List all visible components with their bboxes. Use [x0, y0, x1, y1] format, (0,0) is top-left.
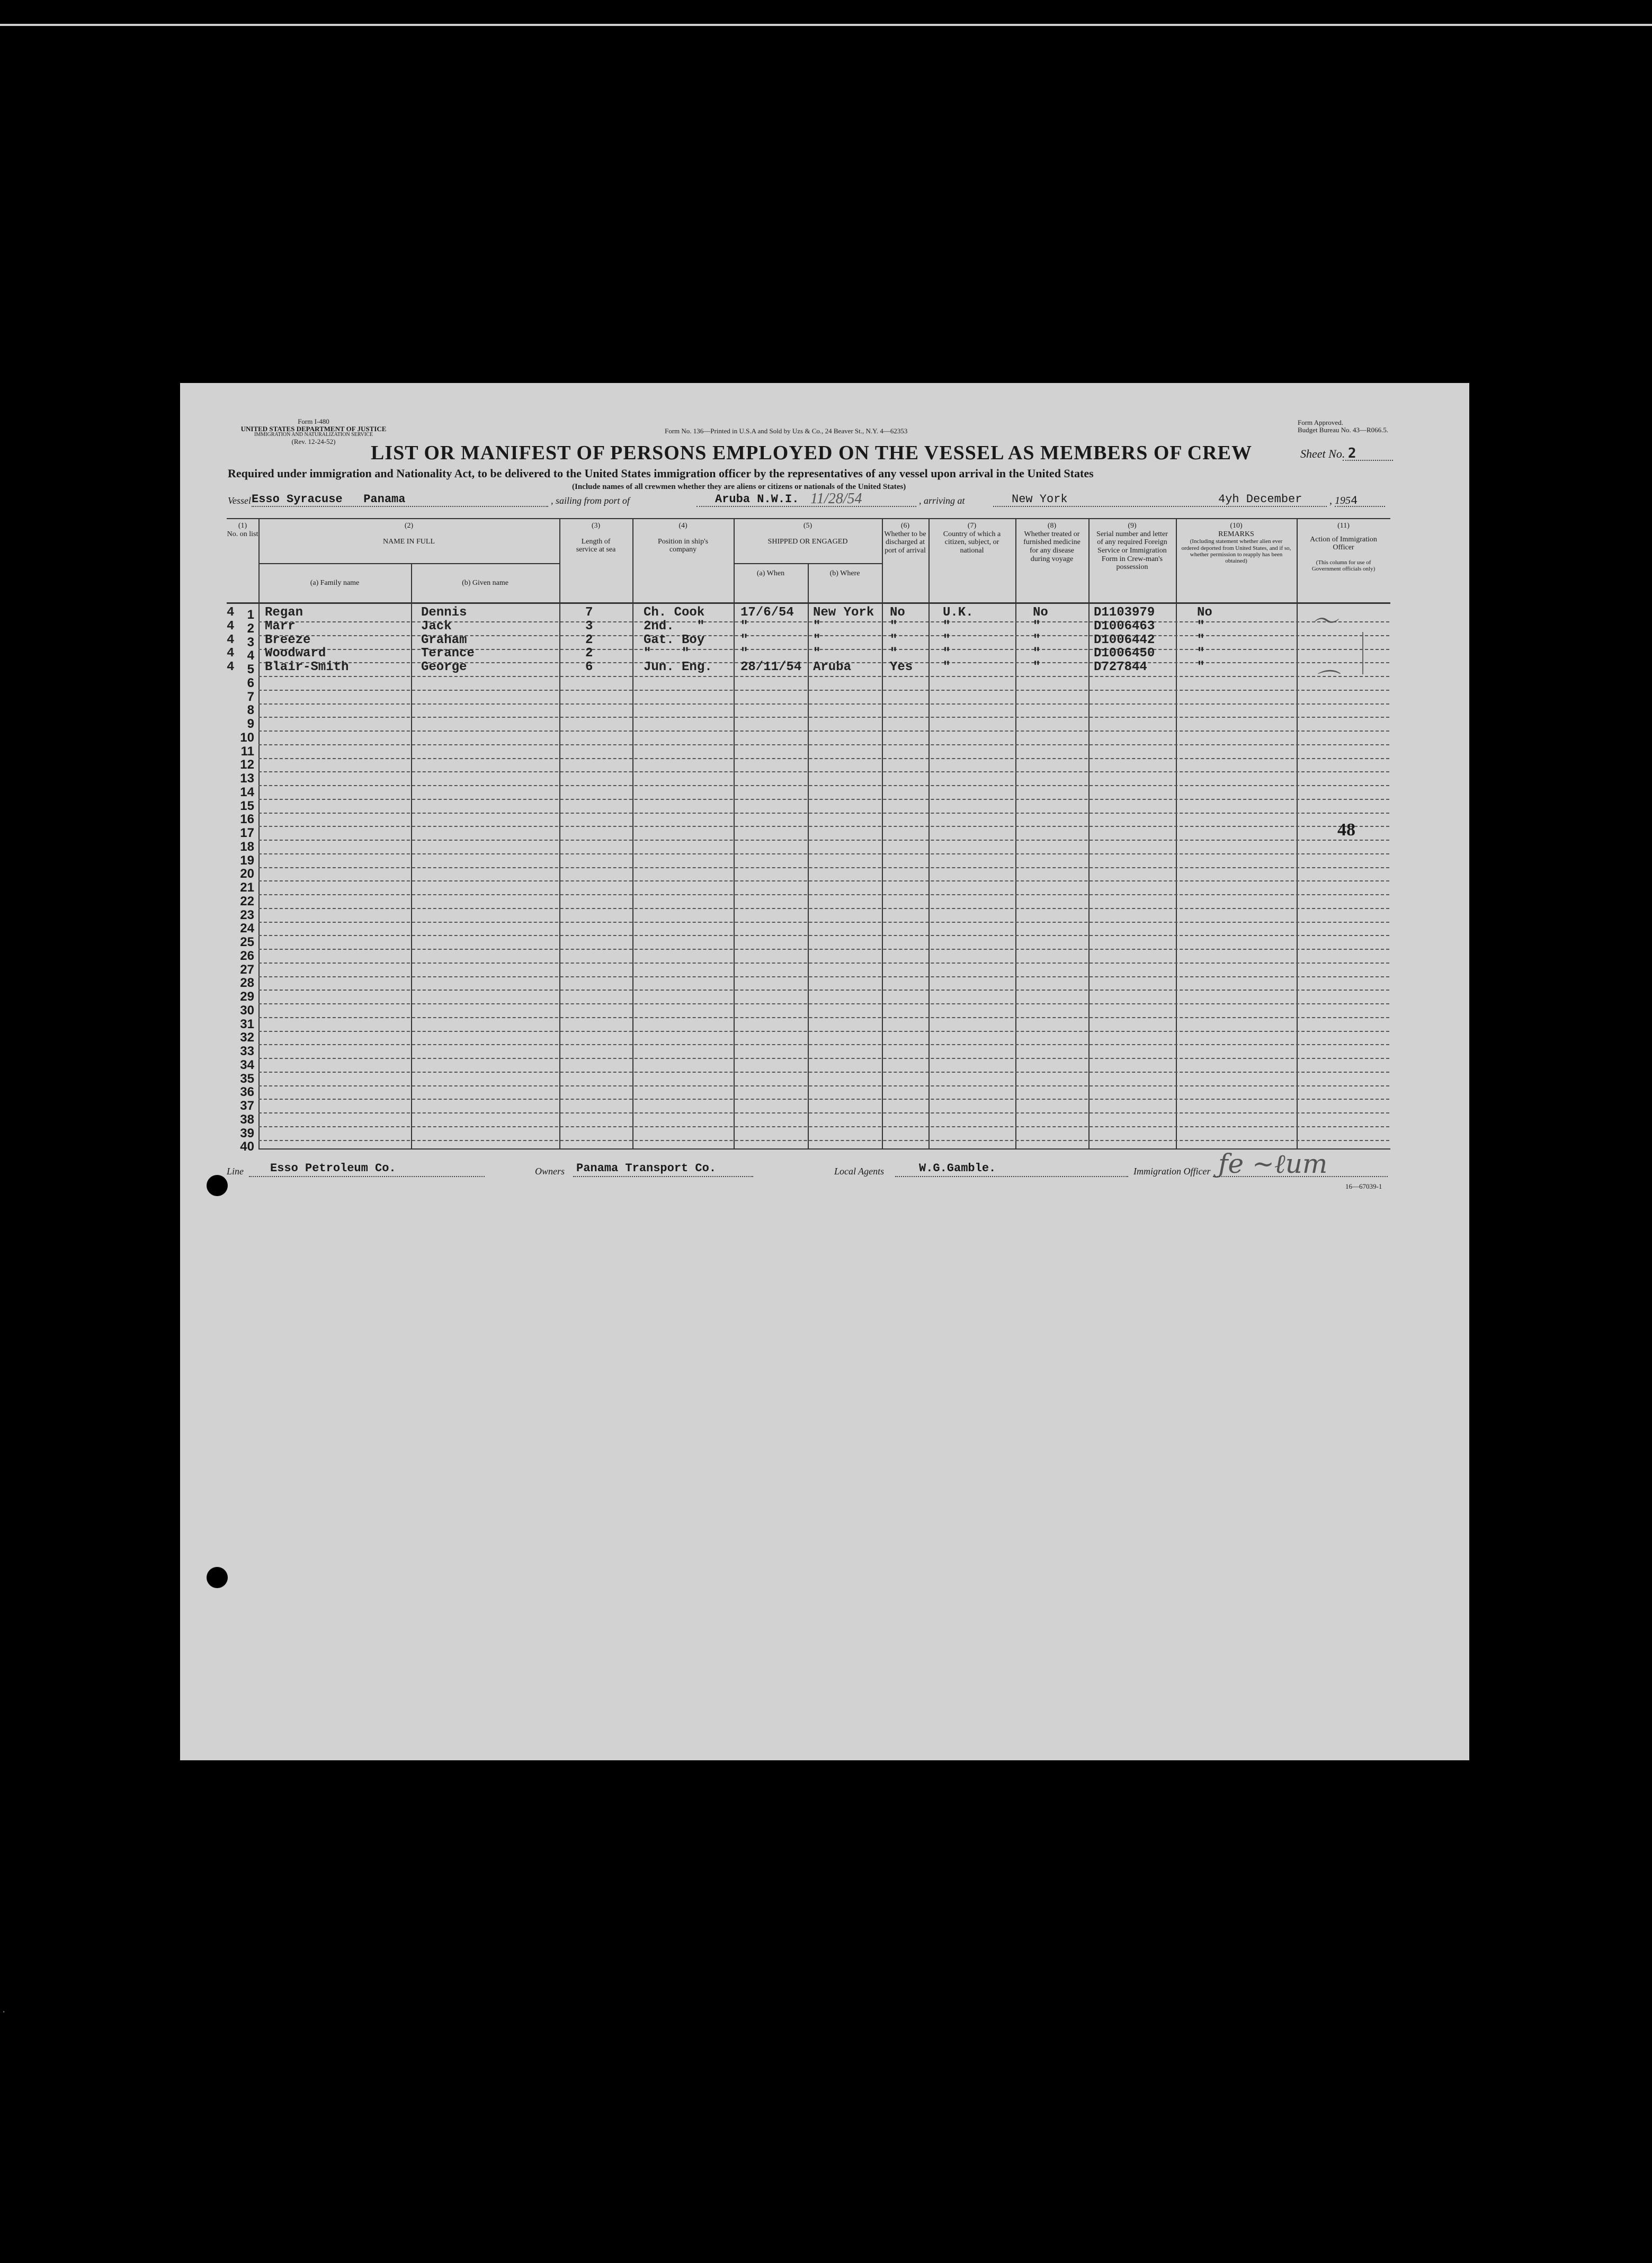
owners-underline [573, 1176, 753, 1177]
department: UNITED STATES DEPARTMENT OF JUSTICE [240, 424, 387, 433]
sheet-label: Sheet No. [1300, 447, 1345, 460]
row-number: 19 [240, 853, 254, 868]
crew-prefix: 4 [227, 660, 235, 674]
officer-signature: ƒe ~ℓum [1218, 1148, 1328, 1179]
sheet-number-line [1343, 460, 1393, 461]
row-number: 5 [247, 662, 254, 676]
officer-mark-row5: ⌒ [1314, 669, 1337, 696]
col8-number: (8) [1047, 522, 1057, 530]
row-number: 37 [240, 1099, 254, 1113]
row-rule [258, 1072, 1389, 1073]
revision: (Rev. 12-24-52) [291, 437, 336, 446]
row-rule [258, 1003, 1389, 1004]
row-number: 31 [240, 1017, 254, 1031]
crew-prefix: 4 [227, 646, 235, 661]
sailing-port: Aruba N.W.I. [715, 493, 799, 506]
crew-manifest-sheet [180, 383, 1469, 1760]
crew-shipped-where: " [813, 632, 821, 647]
crew-treated: " [1033, 632, 1041, 647]
table-top-rule [227, 518, 1390, 519]
row-number: 17 [240, 826, 254, 840]
row-rule [258, 703, 1389, 705]
crew-treated: " [1033, 619, 1041, 634]
crew-serial-number: D1006450 [1094, 646, 1155, 661]
col-divider [928, 518, 930, 1148]
col9-title: Serial number and letter of any required Foreign Service or Immigration Form in Crew-man's possession [1096, 530, 1168, 572]
crew-family-name: Marr [265, 619, 296, 634]
crew-remarks: " [1197, 660, 1205, 674]
crew-serial-number: D727844 [1094, 660, 1147, 674]
col1-number: (1) [238, 522, 247, 530]
row-number: 20 [240, 867, 254, 881]
crew-country: " [943, 646, 951, 661]
manifest-title: LIST OR MANIFEST OF PERSONS EMPLOYED ON THE VESSEL AS MEMBERS OF CREW [371, 442, 1252, 464]
agents-label: Local Agents [834, 1166, 885, 1177]
crew-family-name: Regan [265, 605, 303, 620]
row-number: 22 [240, 894, 254, 908]
col8-title: Whether treated or furnished medicine for any disease during voyage [1023, 530, 1081, 563]
crew-family-name: Woodward [265, 646, 326, 661]
row-rule [258, 922, 1389, 923]
col-divider [559, 518, 560, 1148]
col6-header [882, 522, 928, 555]
form-approval [1298, 419, 1388, 433]
col1-title: No. on list [227, 530, 258, 538]
crew-remarks: " [1197, 619, 1205, 634]
crew-given-name: Terance [421, 646, 475, 661]
row-number: 39 [240, 1126, 254, 1141]
row-number: 35 [240, 1071, 254, 1086]
row-number: 9 [247, 717, 254, 731]
row-number: 11 [240, 744, 254, 759]
line-underline [249, 1176, 485, 1177]
sheet-number-block [1300, 446, 1356, 461]
row-rule [258, 1085, 1389, 1086]
row-rule [258, 935, 1389, 936]
crew-treated: " [1033, 646, 1041, 661]
row-rule [258, 813, 1389, 814]
row-rule [258, 867, 1389, 868]
row-number: 29 [240, 990, 254, 1004]
col7-title: Country of which a citizen, subject, or national [943, 530, 1001, 555]
crew-position: Gat. Boy [644, 632, 705, 647]
row-rule [258, 826, 1389, 827]
row-number: 1 [247, 608, 254, 622]
col-divider [258, 518, 260, 1148]
crew-remarks: " [1197, 632, 1205, 647]
row-rule [258, 949, 1389, 950]
crew-position: 2nd. " [644, 619, 705, 634]
col1-header [227, 522, 258, 538]
crew-shipped-when: " [740, 646, 748, 661]
crew-prefix: 4 [227, 632, 235, 647]
col5-header [734, 522, 882, 546]
col9-number: (9) [1128, 522, 1137, 530]
crew-position: Jun. Eng. [644, 660, 712, 674]
row-number: 24 [240, 921, 254, 936]
print-code: 16—67039-1 [1345, 1182, 1382, 1190]
row-number: 25 [240, 935, 254, 949]
row-rule [258, 1140, 1389, 1141]
port-line [696, 506, 916, 507]
col5b-header: (b) Where [829, 569, 860, 577]
crew-shipped-when: 17/6/54 [740, 605, 794, 620]
crew-discharged: " [890, 619, 898, 634]
row-rule [258, 1058, 1389, 1059]
row-rule [258, 785, 1389, 786]
row-rule [258, 676, 1389, 677]
col-divider [1297, 518, 1298, 1148]
row-rule [258, 894, 1389, 895]
crew-shipped-where: " [813, 619, 821, 634]
col7-header [928, 522, 1015, 555]
scan-speck: · [2, 2006, 6, 2018]
crew-shipped-when: 28/11/54 [740, 660, 802, 674]
arriving-label: , arriving at [919, 495, 965, 506]
crew-shipped-where: " [813, 646, 821, 661]
crew-given-name: Graham [421, 632, 467, 647]
vessel-label: Vessel [228, 495, 251, 506]
col5-number: (5) [803, 522, 812, 530]
row-number: 15 [240, 798, 254, 813]
row-rule [258, 690, 1389, 691]
crew-remarks: No [1197, 605, 1212, 620]
col5-title: SHIPPED OR ENGAGED [767, 537, 848, 546]
printer-note: Form No. 136—Printed in U.S.A and Sold by Uzs & Co., 24 Beaver St., N.Y. 4—62353 [665, 427, 908, 435]
row-number: 14 [240, 785, 254, 799]
col-divider [1088, 518, 1090, 1148]
approval: Form Approved. [1298, 418, 1343, 426]
agents-value: W.G.Gamble. [919, 1162, 996, 1175]
crew-shipped-when: " [740, 632, 748, 647]
crew-note: (Include names of all crewmen whether they are aliens or citizens or nationals of the United States) [572, 483, 906, 491]
row-number: 10 [240, 730, 254, 745]
crew-discharged: " [890, 632, 898, 647]
crew-prefix: 4 [227, 619, 235, 634]
row-number: 28 [240, 976, 254, 991]
year-line [1335, 506, 1385, 507]
crew-position: Ch. Cook [644, 605, 705, 620]
col6-number: (6) [900, 522, 910, 530]
arriving-line [993, 506, 1327, 507]
row-number: 23 [240, 907, 254, 922]
row-rule [258, 744, 1389, 745]
col10-title: REMARKS [1218, 530, 1254, 538]
shipped-subheader-rule [734, 563, 882, 564]
crew-treated: No [1033, 605, 1048, 620]
col11-note: (This column for use of Government officials only) [1311, 559, 1376, 573]
col3-header [559, 522, 632, 554]
row-rule [258, 853, 1389, 854]
crew-shipped-when: " [740, 619, 748, 634]
crew-given-name: Dennis [421, 605, 467, 620]
col8-header [1015, 522, 1088, 563]
col7-number: (7) [967, 522, 977, 530]
crew-discharged: No [890, 605, 905, 620]
col4-header [632, 522, 734, 554]
row-number: 21 [240, 880, 254, 895]
crew-shipped-where: Aruba [813, 660, 852, 674]
row-rule [258, 717, 1389, 718]
col-divider [1176, 518, 1177, 1148]
crew-service-length: 6 [585, 660, 593, 674]
crew-shipped-where: New York [813, 605, 874, 620]
crew-given-name: Jack [421, 619, 452, 634]
scan-top-edge [0, 24, 1652, 26]
row-number: 34 [240, 1057, 254, 1072]
arrival-date: 4yh December [1218, 493, 1302, 506]
officer-underline [1213, 1176, 1388, 1177]
row-rule [258, 758, 1389, 759]
row-number: 6 [247, 675, 254, 690]
col5a-header: (a) When [756, 569, 785, 577]
row-rule [258, 799, 1389, 800]
col2-header [258, 522, 559, 546]
crew-service-length: 2 [585, 646, 593, 661]
name-subheader-rule [258, 563, 559, 564]
row-rule [258, 880, 1389, 881]
row-number: 7 [247, 689, 254, 704]
sailing-date-handwritten: 11/28/54 [810, 491, 862, 507]
col4-number: (4) [678, 522, 687, 530]
col-divider [632, 518, 633, 1148]
crew-country: U.K. [943, 605, 974, 620]
col2b-header: (b) Given name [462, 579, 508, 587]
row-number: 33 [240, 1044, 254, 1058]
immigration-officer-label: Immigration Officer [1133, 1166, 1211, 1177]
manifest-subtitle: Required under immigration and Nationality Act, to be delivered to the United States immigration officer by the representatives of any vessel upon arrival in the United States [228, 467, 1094, 480]
binder-hole [207, 1175, 228, 1196]
row-rule [258, 1126, 1389, 1127]
budget-bureau: Budget Bureau No. 43—R066.5. [1298, 425, 1389, 434]
col-divider [1015, 518, 1016, 1148]
owners-label: Owners [535, 1166, 565, 1177]
col10-header [1176, 522, 1297, 565]
line-value: Esso Petroleum Co. [270, 1162, 396, 1175]
service: IMMIGRATION AND NATURALIZATION SERVICE [254, 432, 373, 438]
row-rule [258, 730, 1389, 732]
crew-country: " [943, 660, 951, 674]
crew-serial-number: D1006442 [1094, 632, 1155, 647]
row-number: 18 [240, 839, 254, 854]
crew-position: " " [644, 646, 690, 661]
crew-country: " [943, 632, 951, 647]
form-number: Form I-480 [298, 417, 329, 425]
row-rule [258, 1044, 1389, 1045]
row-number: 27 [240, 962, 254, 977]
col11-number: (11) [1337, 522, 1350, 530]
vessel-name: Esso Syracuse Panama [252, 493, 406, 506]
crew-remarks: " [1197, 646, 1205, 661]
col-divider [734, 518, 735, 1148]
row-number: 36 [240, 1085, 254, 1100]
row-number: 13 [240, 771, 254, 786]
row-rule [258, 771, 1389, 772]
row-number: 40 [240, 1139, 254, 1154]
crew-prefix: 4 [227, 605, 235, 620]
crew-service-length: 2 [585, 632, 593, 647]
col10-number: (10) [1230, 522, 1243, 530]
line-label: Line [227, 1166, 244, 1177]
row-rule [258, 990, 1389, 991]
marginal-count: 48 [1337, 820, 1355, 840]
sailing-label: , sailing from port of [551, 495, 630, 506]
col-divider [882, 518, 883, 1148]
agents-underline [895, 1176, 1128, 1177]
row-rule [258, 1017, 1389, 1018]
crew-given-name: George [421, 660, 467, 674]
binder-hole [207, 1567, 228, 1588]
owners-value: Panama Transport Co. [576, 1162, 717, 1175]
col10-note: (Including statement whether alien ever ordered deported from United States, and if so, whether permission to reapply has been obtained) [1181, 538, 1291, 565]
crew-family-name: Breeze [265, 632, 311, 647]
row-number: 26 [240, 948, 254, 963]
col4-title: Position in ship's company [657, 537, 709, 554]
col2-number: (2) [404, 522, 414, 530]
col3-title: Length of service at sea [576, 537, 616, 554]
col3-number: (3) [591, 522, 601, 530]
row-number: 12 [240, 758, 254, 772]
crew-service-length: 7 [585, 605, 593, 620]
vessel-line [252, 506, 548, 507]
crew-serial-number: D1006463 [1094, 619, 1155, 634]
col11-title: Action of Immigration Officer [1310, 535, 1377, 552]
crew-treated: " [1033, 660, 1041, 674]
row-number: 4 [247, 648, 254, 663]
year-prefix: , 195 [1329, 495, 1351, 506]
row-rule [258, 963, 1389, 964]
row-number: 32 [240, 1030, 254, 1045]
row-number: 30 [240, 1003, 254, 1018]
crew-serial-number: D1103979 [1094, 605, 1155, 620]
row-number: 16 [240, 812, 254, 827]
col2a-header: (a) Family name [310, 579, 360, 587]
row-rule [258, 908, 1389, 909]
crew-discharged: " [890, 646, 898, 661]
col9-header [1088, 522, 1176, 572]
row-rule [258, 976, 1389, 977]
crew-service-length: 3 [585, 619, 593, 634]
crew-country: " [943, 619, 951, 634]
row-number: 8 [247, 703, 254, 718]
year-digit: 4 [1351, 494, 1358, 507]
col-divider [411, 563, 412, 1148]
row-rule [258, 840, 1389, 841]
row-number: 38 [240, 1112, 254, 1127]
row-number: 3 [247, 635, 254, 649]
officer-mark-row1: 〜 [1311, 606, 1337, 637]
row-rule [258, 1099, 1389, 1100]
col-divider [808, 563, 809, 1148]
col2-title: NAME IN FULL [383, 537, 435, 546]
row-rule [258, 1031, 1389, 1032]
row-number: 2 [247, 621, 254, 636]
arriving-port: New York [1012, 493, 1068, 506]
crew-discharged: Yes [890, 660, 913, 674]
col11-header [1297, 522, 1390, 573]
crew-family-name: Blair-Smith [265, 660, 349, 674]
row-rule [258, 1112, 1389, 1113]
col6-title: Whether to be discharged at port of arrival [884, 530, 926, 555]
sheet-number: 2 [1347, 446, 1356, 461]
officer-mark-bracket [1362, 632, 1363, 674]
